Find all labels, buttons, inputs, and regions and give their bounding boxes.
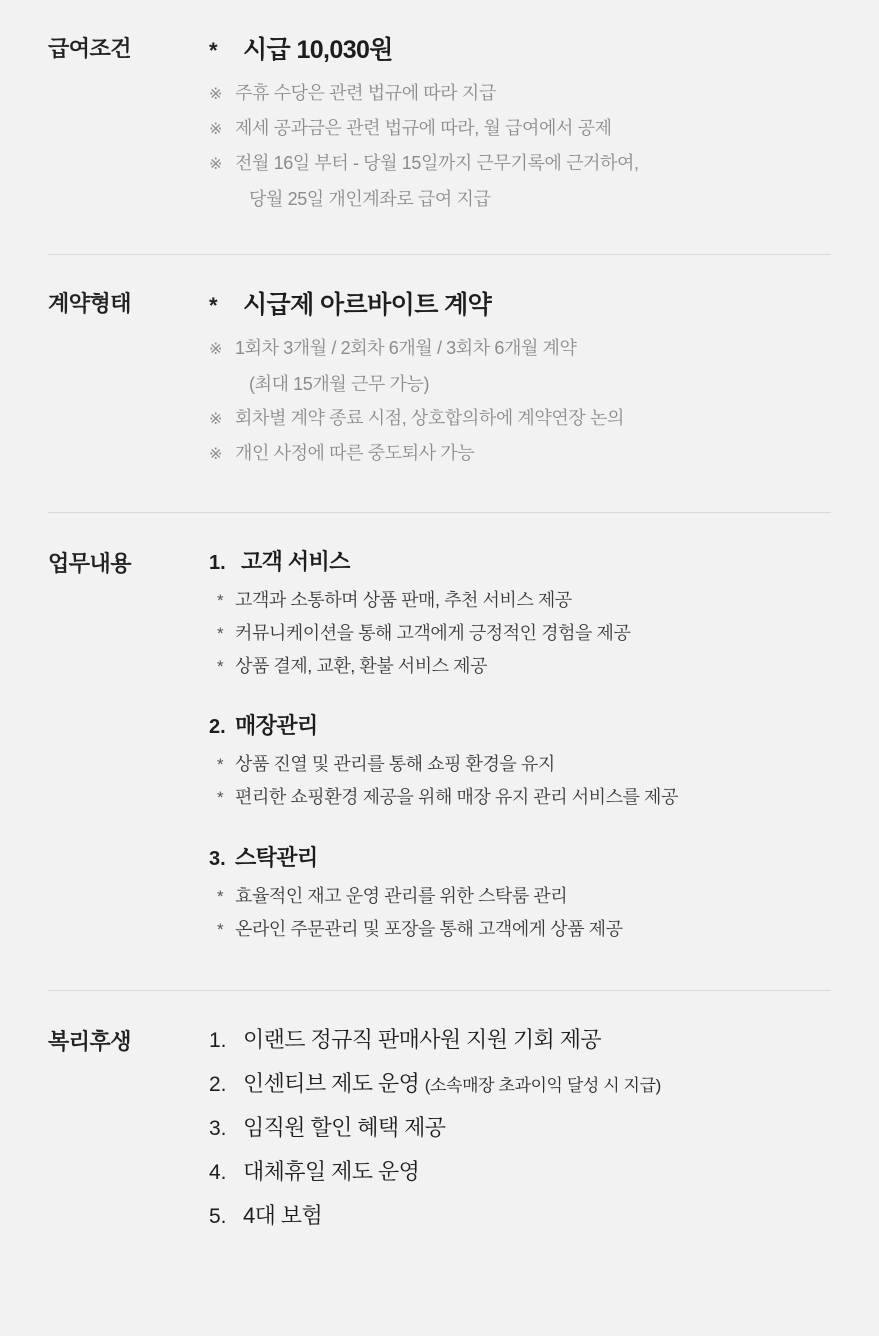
- contract-note-text: 개인 사정에 따른 중도퇴사 가능: [235, 443, 475, 464]
- benefit-text: [243, 1067, 661, 1098]
- contract-note: [209, 335, 831, 361]
- contract-headline: [209, 285, 831, 321]
- pay-note-text: 주휴 수당은 관련 법규에 따라 지급: [235, 83, 496, 103]
- section-benefits: [0, 991, 879, 1283]
- pay-note-text: 제세 공과금은 관련 법규에 따라, 월 급여에서 공제: [235, 118, 612, 139]
- section-pay: [0, 0, 879, 254]
- duty-group: [209, 841, 831, 942]
- benefit-number: 3.: [209, 1116, 227, 1140]
- duty-group-heading: [209, 545, 831, 576]
- pay-headline-text: 시급 10,030원: [243, 36, 393, 64]
- benefit-text: [243, 1111, 445, 1142]
- pay-note: [209, 150, 831, 176]
- note-marker-icon: ※: [209, 121, 223, 139]
- benefit-number: 1.: [209, 1028, 227, 1052]
- duty-group-heading: [209, 841, 831, 872]
- benefit-text: [243, 1155, 419, 1186]
- section-contract: [0, 255, 879, 511]
- section-body-contract: [203, 285, 831, 475]
- duty-group-number: 1.: [209, 551, 226, 574]
- duty-item-text: 효율적인 재고 운영 관리를 위한 스탁룸 관리: [235, 885, 568, 906]
- benefit-main: 대체휴일 제도 운영: [243, 1158, 420, 1184]
- duty-item-text: 상품 결제, 교환, 환불 서비스 제공: [235, 655, 488, 676]
- duty-item-text: 온라인 주문관리 및 포장을 통해 고객에게 상품 제공: [235, 918, 623, 939]
- duty-item: [209, 588, 831, 613]
- bullet-star-icon: *: [217, 656, 224, 676]
- section-duties: [0, 513, 879, 990]
- duty-item-text: 커뮤니케이션을 통해 고객에게 긍정적인 경험을 제공: [235, 622, 631, 643]
- section-label-pay: 급여조건: [48, 36, 132, 61]
- duty-group-title: 매장관리: [235, 713, 318, 739]
- benefit-text: [243, 1023, 601, 1054]
- benefit-item: [209, 1023, 831, 1054]
- contract-note-text: 회차별 계약 종료 시점, 상호합의하에 계약연장 논의: [235, 408, 624, 429]
- benefit-main: 이랜드 정규직 판매사원 지원 기회 제공: [243, 1026, 601, 1052]
- pay-headline: [209, 30, 831, 66]
- note-marker-icon: ※: [209, 86, 223, 103]
- contract-headline-text: 시급제 아르바이트 계약: [243, 291, 492, 320]
- section-body-pay: [203, 30, 831, 220]
- pay-note-text: 전월 16일 부터 - 당월 15일까지 근무기록에 근거하여,: [235, 153, 639, 174]
- section-label-benefits: 복리후생: [48, 1028, 132, 1054]
- star-marker: *: [209, 38, 218, 63]
- note-marker-icon: ※: [209, 411, 223, 429]
- duty-group: [209, 545, 831, 680]
- pay-note-continuation: 당월 25일 개인계좌로 급여 지급: [249, 189, 491, 210]
- duty-item: [209, 654, 831, 679]
- contract-note-sub: (최대 15개월 근무 가능): [249, 374, 430, 395]
- contract-note: [209, 440, 831, 466]
- duty-item: [209, 917, 831, 942]
- bullet-star-icon: *: [217, 755, 224, 775]
- benefit-number: 2.: [209, 1072, 227, 1096]
- bullet-star-icon: *: [217, 623, 224, 643]
- duty-group-title: 스탁관리: [235, 844, 318, 870]
- contract-note-text: 1회차 3개월 / 2회차 6개월 / 3회차 6개월 계약: [235, 338, 577, 359]
- bullet-star-icon: *: [217, 788, 224, 808]
- section-body-duties: [203, 545, 831, 950]
- benefit-item: [209, 1111, 831, 1142]
- benefit-item: [209, 1067, 831, 1098]
- bullet-star-icon: *: [217, 590, 224, 610]
- benefit-note: (소속매장 초과이익 달성 시 지급): [424, 1075, 661, 1095]
- star-marker: *: [209, 293, 218, 319]
- duty-item-text: 편리한 쇼핑환경 제공을 위해 매장 유지 관리 서비스를 제공: [235, 787, 678, 808]
- benefit-main: 임직원 할인 혜택 제공: [243, 1114, 446, 1140]
- duty-item: [209, 752, 831, 777]
- duty-group: [209, 709, 831, 810]
- benefit-item: [209, 1199, 831, 1230]
- benefit-main: 인센티브 제도 운영: [243, 1070, 425, 1096]
- duty-item: [209, 884, 831, 909]
- benefit-number: 4.: [209, 1160, 227, 1184]
- pay-note: [209, 80, 831, 106]
- benefit-item: [209, 1155, 831, 1186]
- duty-group-title: 고객 서비스: [241, 548, 350, 574]
- duty-item-text: 고객과 소통하며 상품 판매, 추천 서비스 제공: [235, 589, 572, 610]
- contract-note: [209, 405, 831, 431]
- duty-item: [209, 621, 831, 646]
- section-label-contract: 계약형태: [48, 291, 132, 317]
- note-marker-icon: ※: [209, 341, 223, 359]
- section-label-duties: 업무내용: [48, 550, 132, 576]
- duty-item: [209, 785, 831, 810]
- bullet-star-icon: *: [217, 919, 224, 939]
- duty-item-text: 상품 진열 및 관리를 통해 쇼핑 환경을 유지: [235, 754, 555, 775]
- duty-group-number: 2.: [209, 716, 226, 739]
- note-marker-icon: ※: [209, 446, 223, 464]
- pay-note: [209, 115, 831, 141]
- bullet-star-icon: *: [217, 886, 224, 906]
- duty-group-heading: [209, 709, 831, 740]
- section-body-benefits: [203, 1023, 831, 1243]
- benefit-main: 4대 보험: [243, 1202, 323, 1228]
- benefit-number: 5.: [209, 1204, 227, 1228]
- note-marker-icon: ※: [209, 156, 223, 174]
- benefit-text: [243, 1199, 322, 1230]
- duty-group-number: 3.: [209, 847, 226, 870]
